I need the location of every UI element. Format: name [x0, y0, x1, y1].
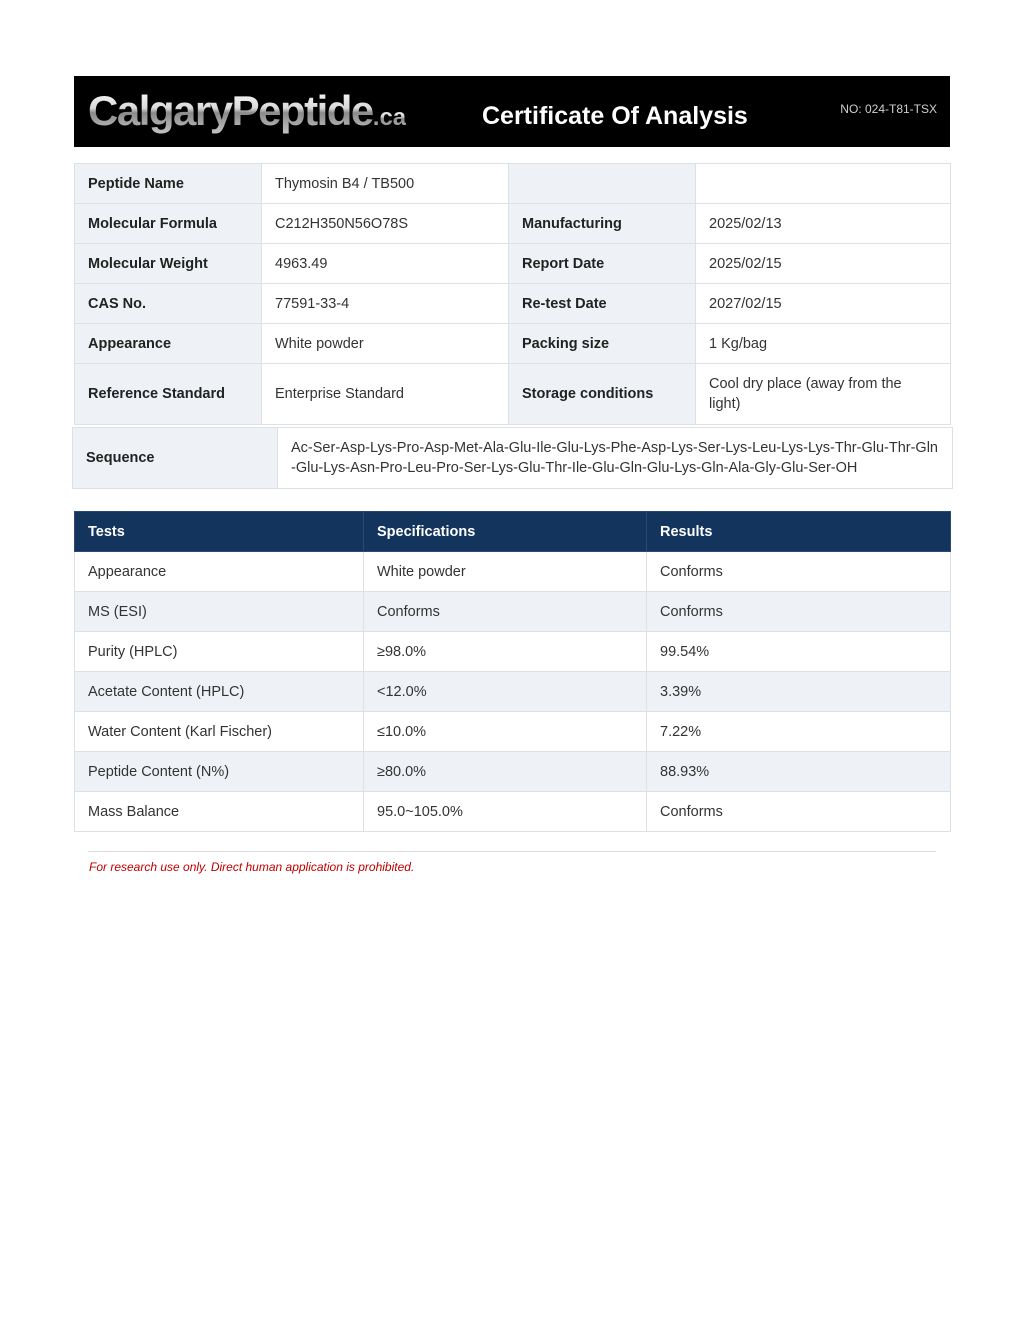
test-result: Conforms: [647, 592, 951, 632]
test-name: Water Content (Karl Fischer): [75, 712, 364, 752]
test-name: MS (ESI): [75, 592, 364, 632]
test-result: Conforms: [647, 552, 951, 592]
test-spec: Conforms: [364, 592, 647, 632]
disclaimer-note: For research use only. Direct human application is prohibited.: [89, 860, 415, 874]
test-result: 99.54%: [647, 632, 951, 672]
table-row: [75, 752, 951, 792]
info-value: 2027/02/15: [696, 284, 951, 324]
table-row: [75, 552, 951, 592]
certificate-number: NO: 024-T81-TSX: [840, 102, 937, 116]
info-label: Re-test Date: [509, 284, 696, 324]
test-spec: <12.0%: [364, 672, 647, 712]
product-info-table: [74, 163, 951, 425]
sequence-row: [73, 428, 953, 489]
sequence-label: Sequence: [73, 428, 278, 489]
info-value: 77591-33-4: [262, 284, 509, 324]
test-name: Peptide Content (N%): [75, 752, 364, 792]
info-value: Thymosin B4 / TB500: [262, 164, 509, 204]
sequence-value: [278, 428, 953, 489]
info-value: 2025/02/13: [696, 204, 951, 244]
info-value: 4963.49: [262, 244, 509, 284]
info-value: Cool dry place (away from the light): [696, 364, 951, 425]
table-row: [75, 712, 951, 752]
test-spec: White powder: [364, 552, 647, 592]
info-label: Appearance: [75, 324, 262, 364]
test-name: Mass Balance: [75, 792, 364, 832]
info-label: Report Date: [509, 244, 696, 284]
info-label: Reference Standard: [75, 364, 262, 425]
logo-suffix: .ca: [372, 104, 407, 131]
page-title: Certificate Of Analysis: [482, 102, 748, 130]
info-value: 2025/02/15: [696, 244, 951, 284]
info-label: Packing size: [509, 324, 696, 364]
sequence-text: Ac-Ser-Asp-Lys-Pro-Asp-Met-Ala-Glu-Ile-Glu-Lys-Phe-Asp-Lys-Ser-Lys-Leu-Lys-Lys-Thr-Glu-Thr-Gln-Glu-Lys-Asn-Pro-Leu-Pro-Ser-Lys-Glu-Thr-Ile-Glu-Gln-Glu-Lys-Gln-Ala-Gly-Glu-Ser-OH: [291, 440, 938, 476]
column-header-specifications: Specifications: [364, 512, 647, 552]
test-result: 3.39%: [647, 672, 951, 712]
test-spec: ≤10.0%: [364, 712, 647, 752]
info-label: Molecular Weight: [75, 244, 262, 284]
test-result: 88.93%: [647, 752, 951, 792]
info-label: Molecular Formula: [75, 204, 262, 244]
column-header-results: Results: [647, 512, 951, 552]
column-header-tests: Tests: [75, 512, 364, 552]
test-spec: ≥80.0%: [364, 752, 647, 792]
company-logo: [88, 86, 406, 136]
info-row: [75, 164, 951, 204]
table-row: [75, 632, 951, 672]
footer-divider: [88, 851, 936, 852]
info-row: [75, 244, 951, 284]
header-banner: [74, 76, 950, 147]
test-spec: 95.0~105.0%: [364, 792, 647, 832]
test-name: Appearance: [75, 552, 364, 592]
logo-wordmark: CalgaryPeptide: [88, 87, 373, 134]
info-row: [75, 364, 951, 425]
table-header-row: [75, 512, 951, 552]
table-row: [75, 592, 951, 632]
test-name: Purity (HPLC): [75, 632, 364, 672]
info-value: White powder: [262, 324, 509, 364]
info-value: [696, 164, 951, 204]
sequence-table: [72, 427, 953, 489]
table-row: [75, 672, 951, 712]
table-row: [75, 792, 951, 832]
info-label: [509, 164, 696, 204]
info-value: Enterprise Standard: [262, 364, 509, 425]
info-value: 1 Kg/bag: [696, 324, 951, 364]
test-result: 7.22%: [647, 712, 951, 752]
info-label: CAS No.: [75, 284, 262, 324]
info-row: [75, 284, 951, 324]
info-row: [75, 324, 951, 364]
info-label: Storage conditions: [509, 364, 696, 425]
test-spec: ≥98.0%: [364, 632, 647, 672]
info-value: C212H350N56O78S: [262, 204, 509, 244]
test-result: Conforms: [647, 792, 951, 832]
info-row: [75, 204, 951, 244]
info-label: Peptide Name: [75, 164, 262, 204]
test-name: Acetate Content (HPLC): [75, 672, 364, 712]
info-label: Manufacturing: [509, 204, 696, 244]
test-results-table: [74, 511, 951, 832]
